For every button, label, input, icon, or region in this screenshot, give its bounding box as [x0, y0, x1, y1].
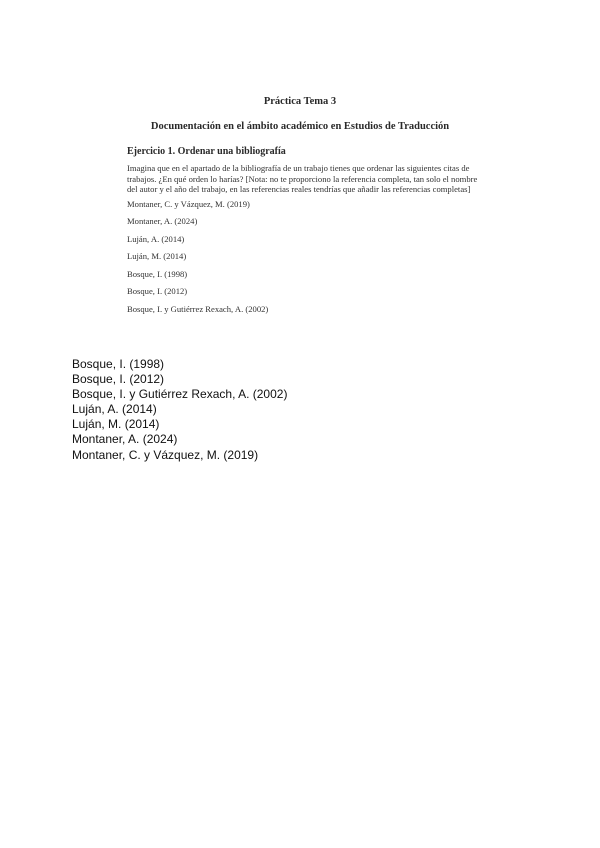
- ordered-citation: Bosque, I. y Gutiérrez Rexach, A. (2002): [72, 387, 288, 402]
- ordered-citation: Montaner, A. (2024): [72, 432, 178, 447]
- citation-item: Bosque, I. y Gutiérrez Rexach, A. (2002): [127, 303, 269, 314]
- citation-list: [127, 199, 486, 314]
- ordered-citation: Montaner, C. y Vázquez, M. (2019): [72, 447, 259, 462]
- citation-item: Luján, A. (2014): [127, 233, 185, 244]
- exercise-heading: Ejercicio 1. Ordenar una bibliografía: [127, 146, 286, 157]
- exercise-instructions: Imagina que en el apartado de la bibliografía de un trabajo tienes que ordenar las siguientes citas de trabajos. ¿En qué orden lo harías? [Nota: no te proporciono la referencia completa, tan solo el nombre del autor y el año del trabajo, en las referencias reales tendrías que añadir las referencias completas]: [127, 163, 478, 195]
- citation-item: Luján, M. (2014): [127, 251, 187, 262]
- ordered-citation: Luján, A. (2014): [72, 402, 157, 417]
- ordered-bibliography: [72, 357, 287, 463]
- citation-item: Montaner, A. (2024): [127, 216, 198, 227]
- ordered-citation: Luján, M. (2014): [72, 417, 160, 432]
- citation-item: Bosque, I. (1998): [127, 268, 188, 279]
- citation-item: Montaner, C. y Vázquez, M. (2019): [127, 198, 250, 209]
- practice-title: Práctica Tema 3: [263, 96, 337, 107]
- document-title: Documentación en el ámbito académico en Estudios de Traducción: [150, 121, 450, 132]
- citation-item: Bosque, I. (2012): [127, 286, 188, 297]
- answer-section: [72, 357, 287, 463]
- ordered-citation: Bosque, I. (2012): [72, 372, 165, 387]
- ordered-citation: Bosque, I. (1998): [72, 357, 165, 371]
- worksheet-image: [114, 96, 486, 321]
